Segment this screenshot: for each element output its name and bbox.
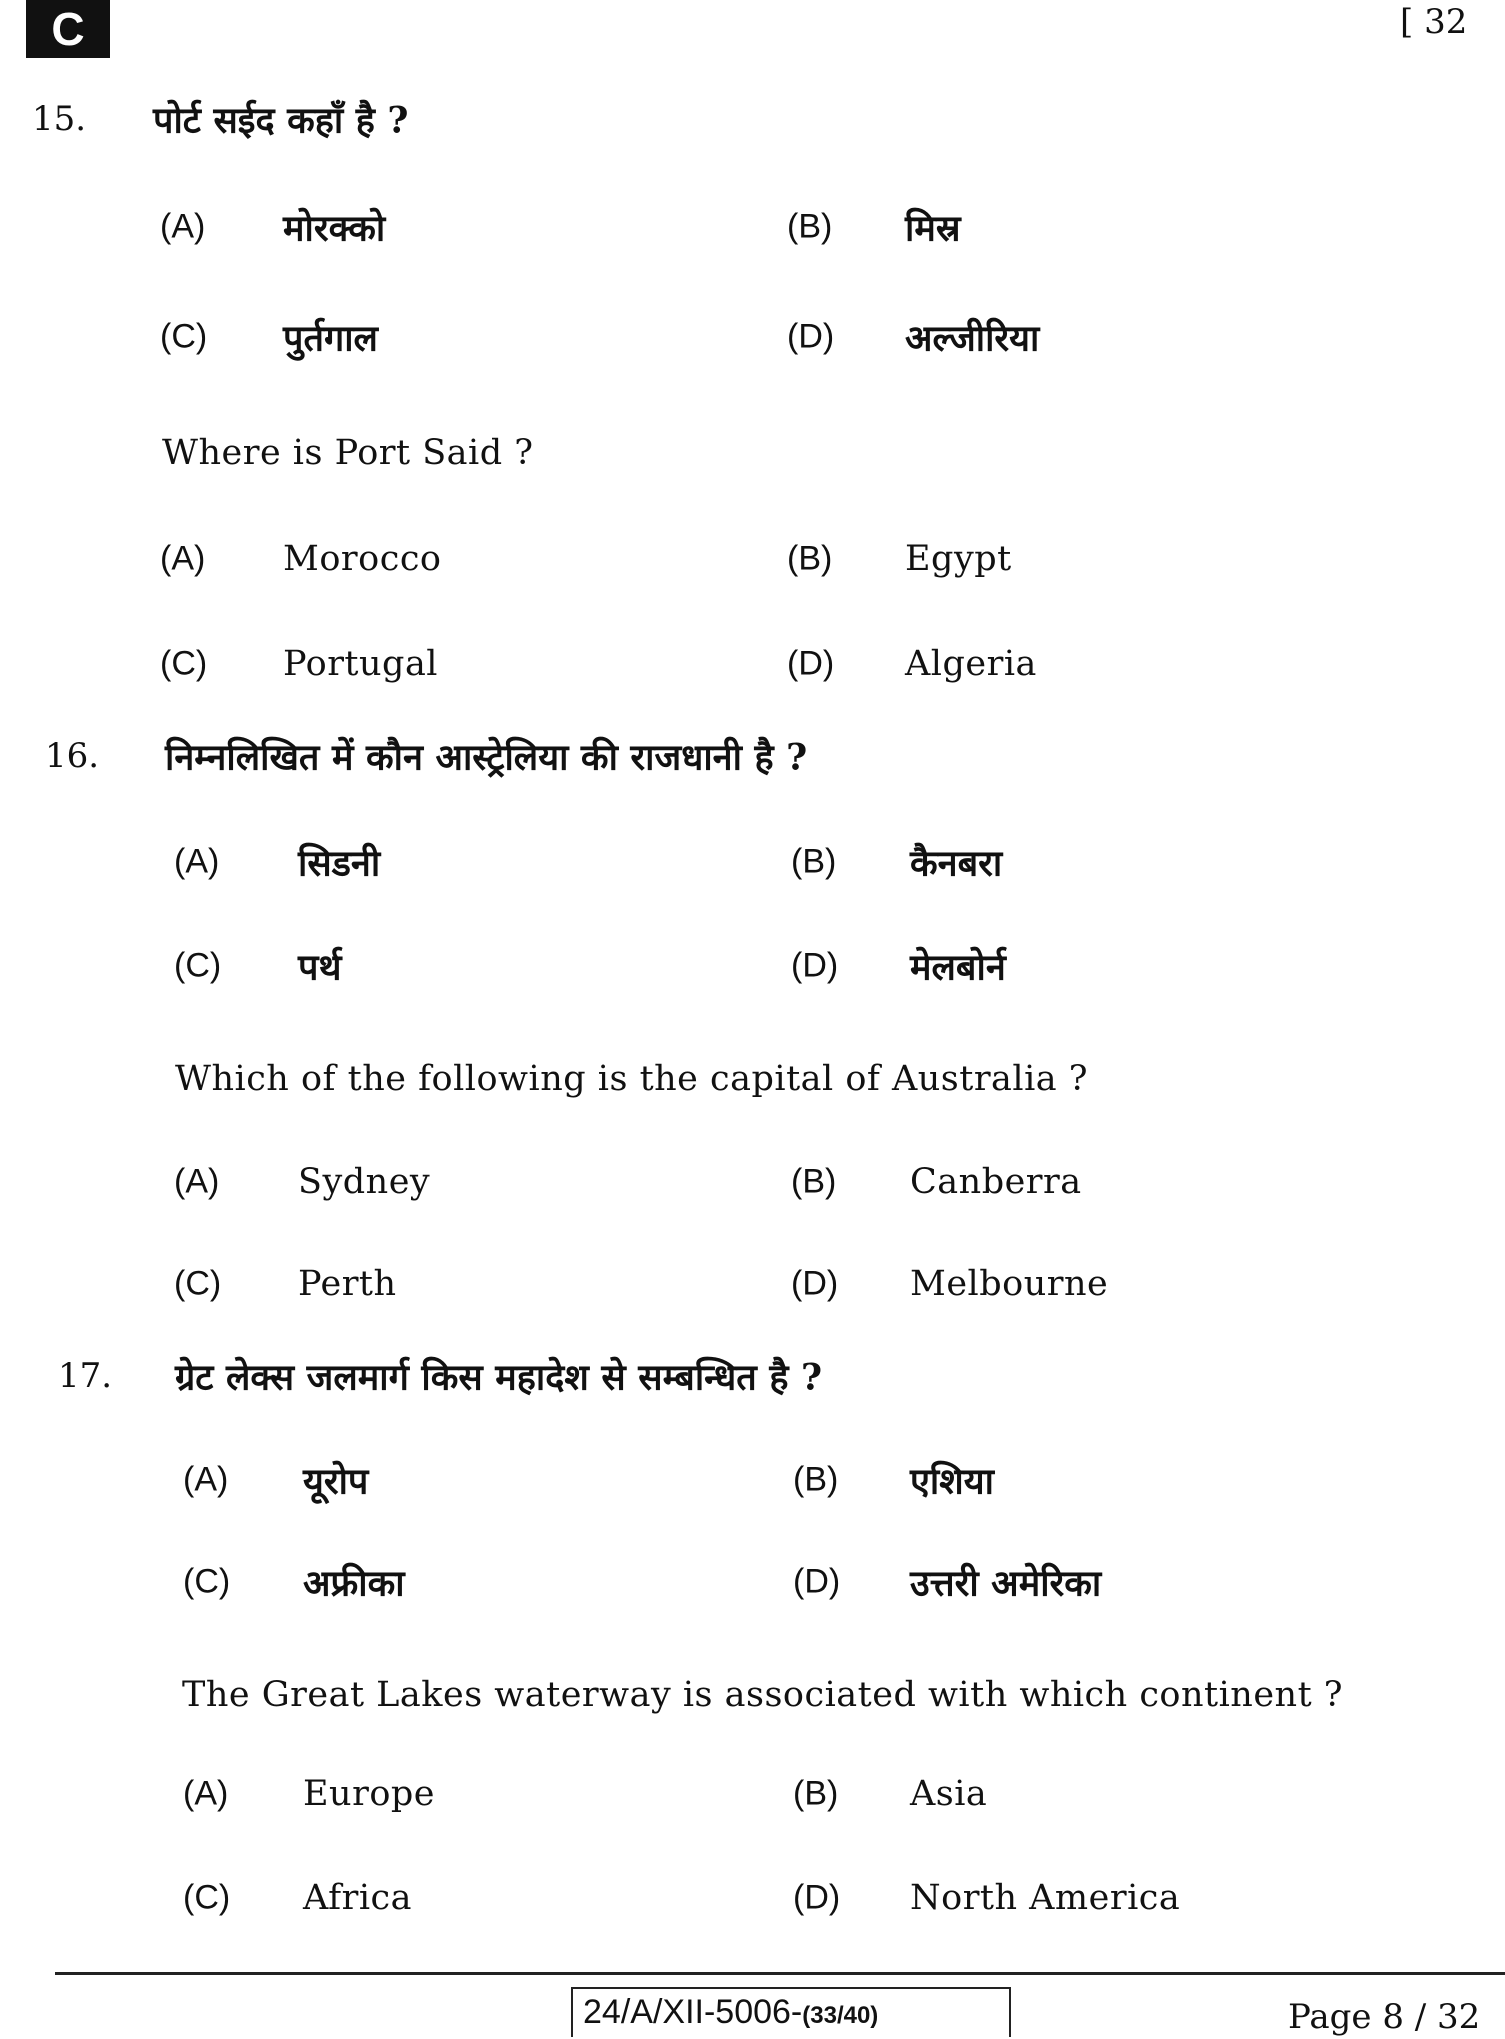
option-label: (D): [791, 1264, 839, 1303]
option-text-english: Portugal: [283, 644, 439, 684]
set-badge: C: [26, 0, 110, 58]
footer-rule: [55, 1972, 1505, 1975]
option-text-english: Canberra: [910, 1162, 1082, 1202]
option-label: (A): [174, 1162, 220, 1201]
option-text-english: Algeria: [905, 644, 1037, 684]
question-number: 16.: [45, 736, 100, 776]
option-text-english: Egypt: [905, 539, 1012, 579]
question-text-english: The Great Lakes waterway is associated with which continent ?: [182, 1675, 1344, 1715]
question-number: 15.: [32, 99, 87, 139]
option-text-english: Europe: [303, 1774, 436, 1814]
option-label: (A): [183, 1774, 229, 1813]
question-text-english: Where is Port Said ?: [162, 433, 534, 473]
option-label: (D): [791, 946, 839, 985]
option-label: (A): [174, 842, 220, 881]
option-text-hindi: मिस्र: [905, 207, 961, 250]
option-label: (B): [791, 1162, 837, 1201]
option-label: (C): [160, 317, 208, 356]
question-text-english: Which of the following is the capital of Australia ?: [175, 1059, 1089, 1099]
option-text-hindi: मोरक्को: [283, 207, 386, 250]
paper-code: [571, 1987, 1011, 2037]
option-label: (B): [793, 1774, 839, 1813]
option-text-english: Asia: [910, 1774, 988, 1814]
option-text-hindi: पुर्तगाल: [283, 317, 378, 360]
option-label: (C): [174, 1264, 222, 1303]
page-mark: [ 32: [1400, 2, 1468, 42]
option-label: (D): [793, 1562, 841, 1601]
option-text-hindi: यूरोप: [303, 1460, 369, 1503]
question-text-hindi: पोर्ट सईद कहाँ है ?: [153, 99, 409, 142]
page-number: Page 8 / 32: [1288, 1997, 1481, 2037]
option-text-english: Sydney: [298, 1162, 431, 1202]
option-label: (C): [183, 1878, 231, 1917]
option-label: (B): [791, 842, 837, 881]
option-label: (A): [183, 1460, 229, 1499]
option-text-english: Africa: [303, 1878, 413, 1918]
option-text-hindi: कैनबरा: [910, 842, 1003, 885]
option-label: (D): [793, 1878, 841, 1917]
option-label: (A): [160, 539, 206, 578]
option-text-english: Melbourne: [910, 1264, 1109, 1304]
option-text-hindi: अफ्रीका: [303, 1562, 405, 1605]
option-label: (C): [183, 1562, 231, 1601]
option-label: (C): [160, 644, 208, 683]
option-text-hindi: सिडनी: [298, 842, 381, 885]
option-text-hindi: अल्जीरिया: [905, 317, 1040, 360]
option-label: (D): [787, 317, 835, 356]
option-label: (D): [787, 644, 835, 683]
option-text-hindi: मेलबोर्न: [910, 946, 1006, 989]
option-label: (B): [793, 1460, 839, 1499]
option-text-english: North America: [910, 1878, 1181, 1918]
paper-code-suffix: (33/40): [802, 2002, 879, 2029]
option-label: (B): [787, 207, 833, 246]
option-text-english: Morocco: [283, 539, 442, 579]
option-text-hindi: एशिया: [910, 1460, 994, 1503]
option-label: (B): [787, 539, 833, 578]
option-text-hindi: उत्तरी अमेरिका: [910, 1562, 1102, 1605]
option-text-english: Perth: [298, 1264, 397, 1304]
question-number: 17.: [58, 1356, 113, 1396]
question-text-hindi: निम्नलिखित में कौन आस्ट्रेलिया की राजधानी है ?: [165, 736, 808, 779]
question-text-hindi: ग्रेट लेक्स जलमार्ग किस महादेश से सम्बन्धित है ?: [175, 1356, 823, 1399]
option-label: (A): [160, 207, 206, 246]
option-text-hindi: पर्थ: [298, 946, 342, 989]
paper-code-text: 24/A/XII-5006-: [583, 1993, 803, 2031]
option-label: (C): [174, 946, 222, 985]
